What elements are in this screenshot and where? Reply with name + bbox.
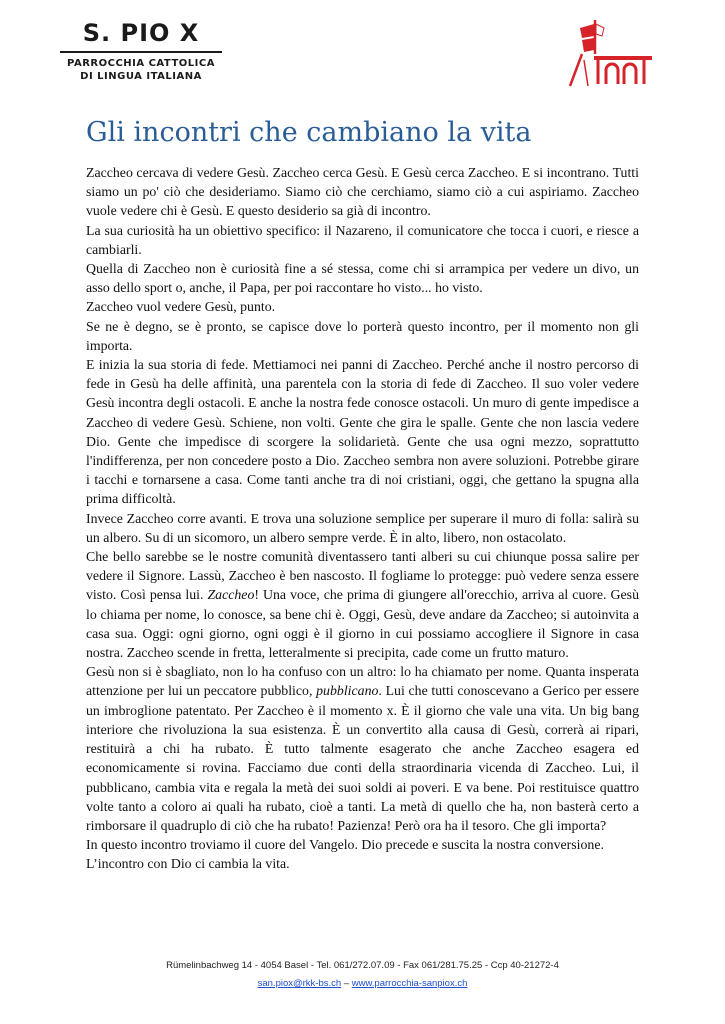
body-paragraph: L’incontro con Dio ci cambia la vita. <box>86 856 290 872</box>
parish-logo <box>56 18 226 84</box>
body-paragraph: Quella di Zaccheo non è curiosità fine a sé stessa, come chi si arrampica per vedere un divo, un asso dello sport o, anche, il Papa, per poi raccontare ho visto... ho visto. <box>86 261 639 296</box>
logo-divider <box>60 51 222 53</box>
church-emblem-icon <box>558 14 654 90</box>
text-run: . Lui che tutti conoscevano a Gerico per essere un imbroglione patentato. Per Zaccheo è il momento x. È il giorno che vale una vita. Un big bang interiore che rivoluziona la sua esistenza. È un convertito alla causa di Gesù, correrà ai ripari, restituirà a chi ha rubato. È tutto talmente esagerato che anche Zaccheo esagera ed economicamente si rovina. Facciamo due conti della straordinaria vicenda di Zaccheo. Lui, il pubblicano, cambia vita e regala la metà dei suoi soldi ai poveri. E va bene. Poi restituisce quattro volte tanto a coloro ai quali ha rubato, cioè a tanti. La metà di quello che ha, non basterà certo a rimborsare il quadruplo di ciò che ha rubato! Pazienza! Però ora ha il tesoro. Che gli importa? <box>86 683 639 833</box>
body-paragraph: Se ne è degno, se è pronto, se capisce dove lo porterà questo incontro, per il momento non gli importa. <box>86 318 639 353</box>
emblem-bridge <box>594 58 652 84</box>
footer-separator: – <box>341 978 352 989</box>
emphasized-word: pubblicano <box>316 683 379 699</box>
text-run: Gesù non si è sbagliato, non lo ha confuso con un altro: lo ha chiamato per nome. Quanta insperata attenzione per lui un peccatore pubblico, <box>86 664 639 699</box>
body-paragraph: E inizia la sua storia di fede. Mettiamoci nei panni di Zaccheo. Perché anche il nostro percorso di fede in Gesù ha delle affinità, una parentela con la storia di fede di Zaccheo. Il suo voler vedere Gesù incontra degli ostacoli. E anche la nostra fede conosce ostacoli. Un muro di gente impedisce a Zaccheo di vedere Gesù. Schiene, non volti. Gente che gira le spalle. Gente che non lascia vedere Dio. Gente che impedisce di scorgere la solidarietà. Gente che usa ogni mezzo, soprattutto l'indifferenza, per non concedere posto a Dio. Zaccheo sembra non avere soluzioni. Potrebbe girare i tacchi e tornarsene a casa. Come tanti anche tra di noi cristiani, oggi, che gettano la spugna alla prima difficoltà. <box>86 357 639 507</box>
logo-subtitle-line1: PARROCCHIA CATTOLICA <box>67 58 215 69</box>
article-body <box>86 163 639 874</box>
logo-subtitle-line2: DI LINGUA ITALIANA <box>80 71 202 82</box>
body-paragraph: Zaccheo vuol vedere Gesù, punto. <box>86 299 276 315</box>
body-paragraph <box>86 662 639 835</box>
body-paragraph: In questo incontro troviamo il cuore del Vangelo. Dio precede e suscita la nostra conversione. <box>86 837 604 853</box>
article-title: Gli incontri che cambiano la vita <box>86 117 532 148</box>
email-link[interactable]: san.piox@rkk-bs.ch <box>257 978 342 989</box>
body-paragraph: La sua curiosità ha un obiettivo specifico: il Nazareno, il comunicatore che tocca i cuori, e riesce a cambiarli. <box>86 222 639 257</box>
body-paragraph: Zaccheo cercava di vedere Gesù. Zaccheo cerca Gesù. E Gesù cerca Zaccheo. E si incontrano. Tutti siamo un po' ciò che desideriamo. Siamo ciò che cerchiamo, siamo ciò a cui aspiriamo. Zaccheo vuole vedere chi è Gesù. E questo desiderio sa già di incontro. <box>86 165 639 219</box>
website-link[interactable]: www.parrocchia-sanpiox.ch <box>351 978 468 989</box>
text-run: ! Una voce, che prima di giungere all'orecchio, arriva al cuore. Gesù lo chiama per nome, lo conosce, sa bene chi è. Oggi, Gesù, deve andare da Zaccheo; si autoinvita a casa sua. Oggi: ogni giorno, ogni oggi è il giorno in cui possiamo accogliere il Signore in casa nostra. Zaccheo scende in fretta, letteralmente si precipita, cade come un frutto maturo. <box>86 587 639 661</box>
body-paragraph <box>86 547 639 662</box>
logo-name: S. PIO X <box>82 19 200 47</box>
body-paragraph: Invece Zaccheo corre avanti. E trova una soluzione semplice per superare il muro di folla: salirà su un albero. Su di un sicomoro, un albero sempre verde. È in alto, libero, non ostacolato. <box>86 510 639 545</box>
footer-contacts <box>0 977 725 991</box>
page-header <box>0 0 725 100</box>
emphasized-word: Zaccheo <box>207 587 255 603</box>
footer-address: Rümelinbachweg 14 - 4054 Basel - Tel. 061/272.07.09 - Fax 061/281.75.25 - Ccp 40-21272-4 <box>166 960 559 971</box>
text-run: Che bello sarebbe se le nostre comunità diventassero tanti alberi su cui chiunque possa salire per vedere il Signore. Lassù, Zaccheo è ben nascosto. Il fogliame lo protegge: può vedere senza essere visto. Così pensa lui. <box>86 549 639 603</box>
